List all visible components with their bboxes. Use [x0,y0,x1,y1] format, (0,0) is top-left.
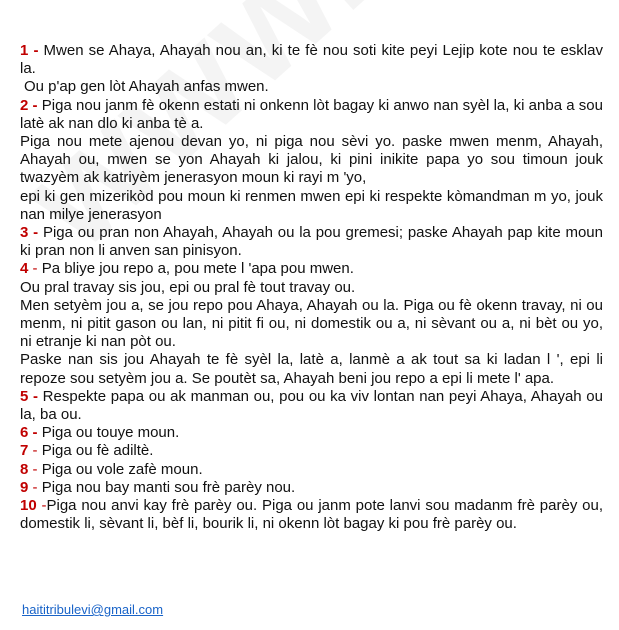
commandment-number: 5 [20,387,29,405]
commandment-number: 2 [20,96,29,114]
commandment-5: 5 - Respekte papa ou ak manman ou, pou ou ka viv lontan nan peyi Ahaya, Ahayah ou la, ba ou. [20,387,603,424]
commandment-number: 9 [20,478,29,496]
contact-email-link[interactable]: haititribulevi@gmail.com [22,602,164,617]
commandment-8: 8 - Piga ou vole zafè moun. [20,460,203,478]
commandment-2-line-3 [20,188,603,224]
commandment-number: 10 [20,497,37,515]
commandment-10: 10 -Piga nou anvi kay frè parèy ou. Piga ou janm pote lanvi sou madanm frè parèy ou, domestik li, sèvant li, bèf li, bourik li, ni okenn lòt bagay ki pou frè parèy ou. [20,497,603,533]
commandment-text: Respekte papa ou ak manman ou, pou ou ka viv lontan nan peyi Ahaya, Ahayah ou la, ba ou. [20,387,603,424]
commandment-text: epi ki gen mizerikòd pou moun ki renmen mwen epi ki respekte kòmandman m yo, jouk nan milye jenerasyon [20,187,603,223]
commandment-4-line-4 [20,351,603,387]
commandment-text: Piga ou fè adiltè. [41,442,154,460]
commandment-2-line-2 [20,133,603,188]
commandment-text: Ou pral travay sis jou, epi ou pral fè tout travay ou. [20,278,356,296]
commandment-number: 7 [20,442,29,460]
commandment-3: 3 - Piga ou pran non Ahayah, Ahayah ou la pou gremesi; paske Ahayah pap kite moun ki pran non li anven san pinisyon. [20,224,603,260]
commandment-number: 3 [20,224,29,242]
commandment-text: Piga ou vole zafè moun. [41,460,203,478]
commandment-number: 4 [20,260,29,278]
commandment-2: 2 - Piga nou janm fè okenn estati ni onkenn lòt bagay ki anwo nan syèl la, ki anba a sou latè ak nan dlo ki anba tè a. [20,96,603,132]
commandment-1: 1 - Mwen se Ahaya, Ahayah nou an, ki te fè nou soti kite peyi Lejip kote nou te esklav la. [20,42,603,78]
commandment-text: Piga nou anvi kay frè parèy ou. Piga ou janm pote lanvi sou madanm frè parèy ou, domestik li, sèvant li, bèf li, bourik li, ni okenn lòt bagay ki pou frè parèy ou. [20,497,603,533]
commandment-1-line-2 [20,78,603,96]
commandment-text: Mwen se Ahaya, Ahayah nou an, ki te fè nou soti kite peyi Lejip kote nou te esklav la. [20,42,603,78]
commandment-text: Ou p'ap gen lòt Ahayah anfas mwen. [24,78,269,96]
commandment-text: Men setyèm jou a, se jou repo pou Ahaya, Ahayah ou la. Piga ou fè okenn travay, ni ou menm, ni pitit gason ou lan, ni pitit fi ou, ni domestik ou a, ni sèvant ou a, ni bèt ou yo, ni etranje ki nan pòt ou. [20,296,603,351]
commandment-number: 6 [20,424,29,442]
commandment-4: 4 - Pa bliye jou repo a, pou mete l 'apa pou mwen. [20,260,354,278]
commandments-document [20,42,603,533]
commandment-text: Piga ou touye moun. [41,424,180,442]
commandment-text: Paske nan sis jou Ahayah te fè syèl la, latè a, lanmè a ak tout sa ki ladan l ', epi li repoze sou setyèm jou a. Se poutèt sa, Ahayah beni jou repo a epi li mete l' apa. [20,351,603,387]
commandment-9: 9 - Piga nou bay manti sou frè parèy nou. [20,478,296,496]
commandment-text: Pa bliye jou repo a, pou mete l 'apa pou mwen. [41,260,354,278]
commandment-number: 8 [20,460,29,478]
commandment-text: Piga nou janm fè okenn estati ni onkenn lòt bagay ki anwo nan syèl la, ki anba a sou latè ak nan dlo ki anba tè a. [20,96,603,132]
commandment-7: 7 - Piga ou fè adiltè. [20,442,154,460]
commandment-6: 6 - Piga ou touye moun. [20,424,180,442]
commandment-text: Piga nou mete ajenou devan yo, ni piga nou sèvi yo. paske mwen menm, Ahayah, Ahayah ou, mwen se yon Ahayah ki jalou, ki pini inikite papa yo sou timoun jouk twazyèm ak katriyèm jenerasyon moun ki rayi m 'yo, [20,133,603,187]
commandment-number: 1 [20,42,29,59]
commandment-4-line-3 [20,297,603,352]
commandment-text: Piga ou pran non Ahayah, Ahayah ou la pou gremesi; paske Ahayah pap kite moun ki pran non li anven san pinisyon. [20,224,603,260]
commandment-4-line-2 [20,279,603,297]
commandment-text: Piga nou bay manti sou frè parèy nou. [41,478,296,496]
